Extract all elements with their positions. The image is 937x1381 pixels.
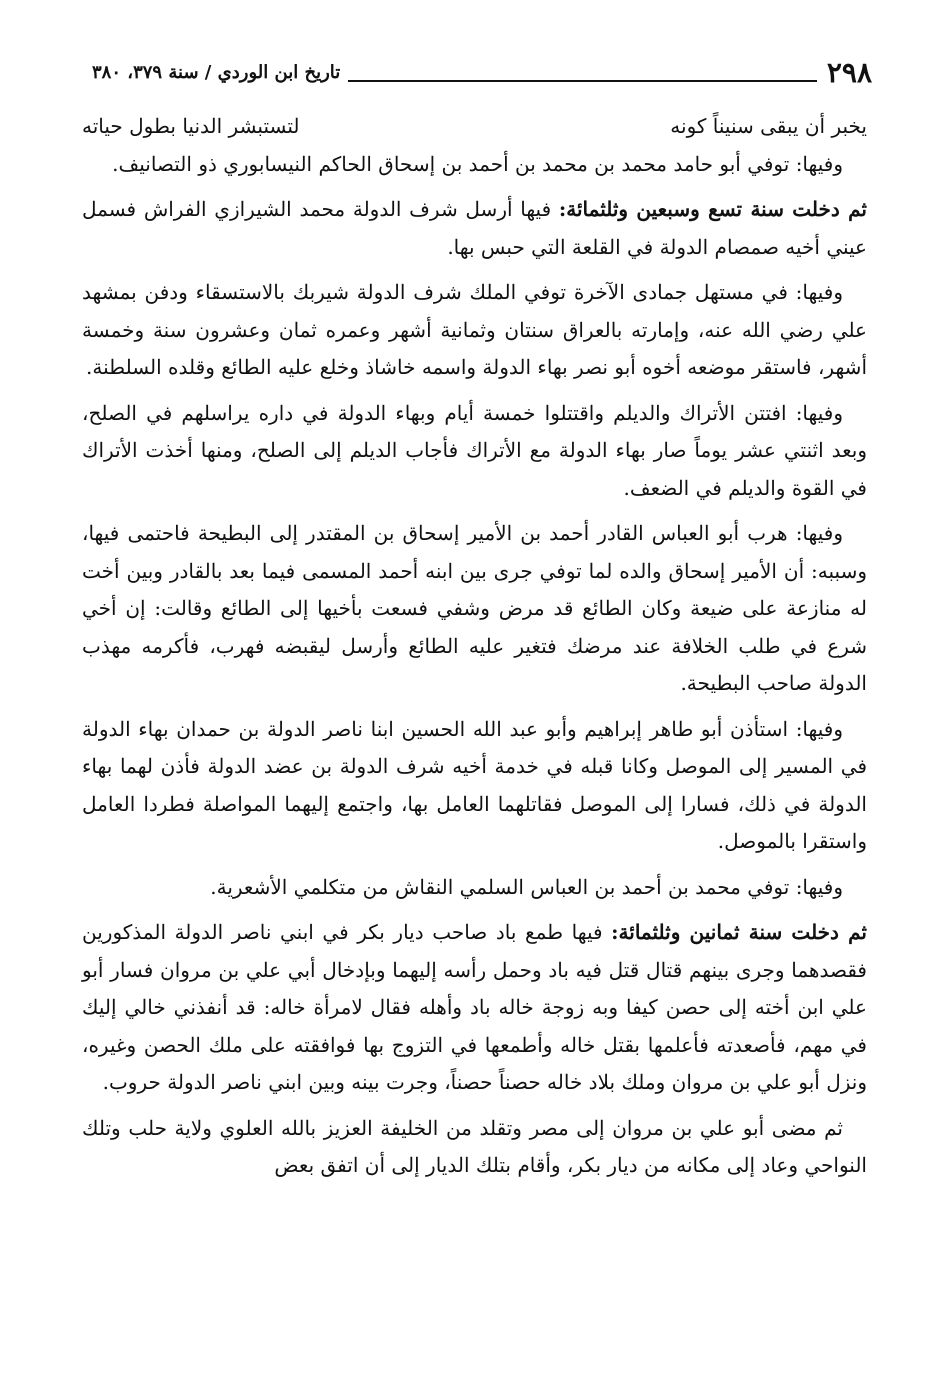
paragraph xyxy=(82,914,867,1102)
verse-first-hemistich: يخبر أن يبقى سنيناً كونه xyxy=(670,114,867,138)
running-title: تاريخ ابن الوردي / سنة ٣٧٩، ٣٨٠ xyxy=(92,61,341,83)
paragraph xyxy=(82,1110,867,1185)
paragraph-text: فيها أرسل شرف الدولة محمد الشيرازي الفراش فسمل عيني أخيه صمصام الدولة في القلعة التي حبس بها. xyxy=(82,197,867,259)
paragraph-text: فيها طمع باد صاحب ديار بكر في ابني ناصر الدولة المذكورين فقصدهما وجرى بينهم قتال قتل فيه باد وحمل رأسه إليهما وبإدخال أبي علي بن مروان فسار أبو علي ابن أخته إلى حصن كيفا وبه زوجة خاله باد وأهله فقال لامرأة خاله: قد أنفذني خالي إليك في مهم، فأصعدته فأعلمها بقتل خاله وأطمعها في التزوج بها فوافقته على ملك الحصن وغيره، ونزل أبو علي بن مروان وملك بلاد خاله حصناً حصناً، وجرت بينه وبين ابني ناصر الدولة حروب. xyxy=(82,920,867,1094)
paragraph-lead: ثم دخلت سنة تسع وسبعين وثلثمائة: xyxy=(558,197,867,221)
header-rule xyxy=(348,80,817,82)
paragraph xyxy=(82,395,867,508)
paragraph-text: وفيها: في مستهل جمادى الآخرة توفي الملك شرف الدولة شيربك بالاستسقاء ودفن بمشهد علي رضي الله عنه، وإمارته بالعراق سنتان وثمانية أشهر وعمره ثمان وعشرون سنة وخمسة أشهر، فاستقر موضعه أخوه أبو نصر بهاء الدولة واسمه خاشاذ وخلع عليه الطائع وقلده السلطنة. xyxy=(82,280,867,379)
paragraph xyxy=(82,146,867,184)
paragraph-text: وفيها: هرب أبو العباس القادر أحمد بن الأمير إسحاق بن المقتدر إلى البطيحة فاحتمى فيها، وسببه: أن الأمير إسحاق والده لما توفي جرى بين ابنه أحمد المسمى فيما بعد بالقادر وبين أخت له منازعة على ضيعة وكان الطائع قد مرض وشفي فسعت بأخيها إلى الطائع وقالت: إن أخي شرع في طلب الخلافة عند مرضك فتغير عليه الطائع وأرسل ليقبضه فهرب، فأكرمه مهذب الدولة صاحب البطيحة. xyxy=(82,521,867,695)
paragraph xyxy=(82,191,867,266)
page-header xyxy=(92,52,872,92)
paragraph-lead: ثم دخلت سنة ثمانين وثلثمائة: xyxy=(611,920,868,944)
paragraph-text: ثم مضى أبو علي بن مروان إلى مصر وتقلد من الخليفة العزيز بالله العلوي ولاية حلب وتلك النواحي وعاد إلى مكانه من ديار بكر، وأقام بتلك الديار إلى أن اتفق بعض xyxy=(82,1115,867,1177)
body-text xyxy=(82,108,867,1193)
paragraph xyxy=(82,711,867,861)
paragraph-text: وفيها: توفي محمد بن أحمد بن العباس السلمي النقاش من متكلمي الأشعرية. xyxy=(210,874,843,899)
paragraph-text: وفيها: توفي أبو حامد محمد بن محمد بن أحمد بن إسحاق الحاكم النيسابوري ذو التصانيف. xyxy=(112,151,843,176)
verse-line xyxy=(82,108,867,146)
paragraph xyxy=(82,515,867,703)
paragraph-text: وفيها: افتتن الأتراك والديلم واقتتلوا خمسة أيام وبهاء الدولة في داره يراسلهم في الصلح، وبعد اثنتي عشر يوماً صار بهاء الدولة مع الأتراك فأجاب الديلم إلى الصلح، ومنها أخذت الأتراك في القوة والديلم في الضعف. xyxy=(82,400,867,500)
paragraph xyxy=(82,869,867,907)
paragraph xyxy=(82,274,867,387)
verse-second-hemistich: لتستبشر الدنيا بطول حياته xyxy=(82,114,300,138)
paragraph-text: وفيها: استأذن أبو طاهر إبراهيم وأبو عبد الله الحسين ابنا ناصر الدولة بن حمدان بهاء الدولة في المسير إلى الموصل وكانا قبله في خدمة أخيه شرف الدولة بن عضد الدولة فأذن لهما بهاء الدولة في ذلك، فسارا إلى الموصل فقاتلهما العامل بها، واجتمع إليهما المواصلة فطردا العامل واستقرا بالموصل. xyxy=(82,716,867,853)
page-number: ٢٩٨ xyxy=(826,55,872,89)
